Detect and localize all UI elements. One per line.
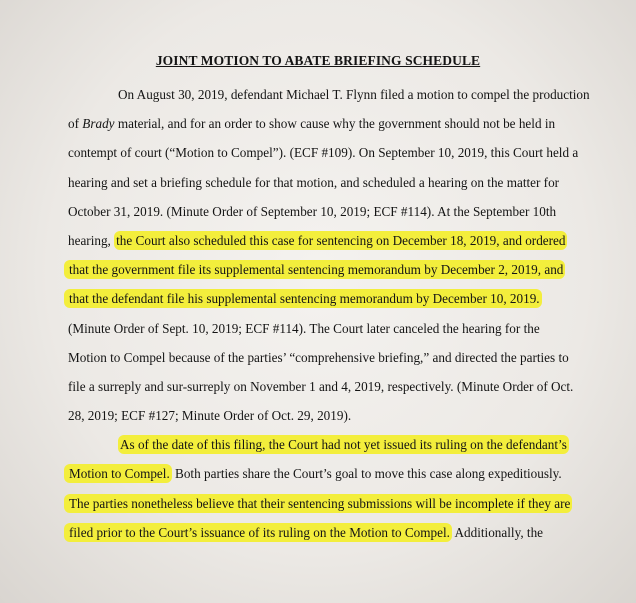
text-line xyxy=(68,518,588,547)
text-line xyxy=(68,138,588,167)
text-span: hearing and set a briefing schedule for that motion, and scheduled a hearing on the matter for xyxy=(68,174,560,190)
text-line xyxy=(68,80,588,109)
text-span: contempt of court (“Motion to Compel”). (ECF #109). On September 10, 2019, this Court held a xyxy=(68,145,579,161)
text-line xyxy=(68,284,588,313)
text-span: hearing, xyxy=(68,232,115,248)
highlighted-text: Motion to Compel. xyxy=(64,464,172,483)
highlighted-text: As of the date of this filing, the Court had not yet issued its ruling on the defendant’s xyxy=(120,437,567,453)
text-span: Motion to Compel because of the parties’ “comprehensive briefing,” and directed the parties to xyxy=(68,349,569,365)
text-line xyxy=(68,226,588,255)
text-line xyxy=(68,401,588,430)
document-title: JOINT MOTION TO ABATE BRIEFING SCHEDULE xyxy=(155,53,481,68)
document-body xyxy=(68,80,588,547)
text-span: 28, 2019; ECF #127; Minute Order of Oct. 29, 2019). xyxy=(68,408,352,424)
text-line xyxy=(68,314,588,343)
text-span: Additionally, the xyxy=(451,524,544,540)
highlighted-text: the Court also scheduled this case for sentencing on December 18, 2019, and ordered xyxy=(116,232,566,248)
text-line xyxy=(68,197,588,226)
text-span: On August 30, 2019, defendant Michael T. Flynn filed a motion to compel the production xyxy=(118,87,590,102)
text-line xyxy=(68,430,588,459)
text-span: (Minute Order of Sept. 10, 2019; ECF #114). The Court later canceled the hearing for the xyxy=(68,320,540,336)
case-name-italic: Brady xyxy=(82,116,115,132)
text-line xyxy=(68,459,588,488)
text-line xyxy=(68,372,588,401)
text-line xyxy=(68,109,588,138)
highlighted-text: The parties nonetheless believe that their sentencing submissions will be incomplete if they are xyxy=(64,494,572,513)
text-span: Both parties share the Court’s goal to move this case along expeditiously. xyxy=(171,466,562,482)
highlighted-text: that the government file its supplemental sentencing memorandum by December 2, 2019, and xyxy=(64,260,565,279)
text-line xyxy=(68,255,588,284)
highlighted-text: filed prior to the Court’s issuance of its ruling on the Motion to Compel. xyxy=(64,523,452,542)
text-span: October 31, 2019. (Minute Order of September 10, 2019; ECF #114). At the September 10th xyxy=(68,203,557,219)
text-line xyxy=(68,168,588,197)
highlighted-text: that the defendant file his supplemental sentencing memorandum by December 10, 2019. xyxy=(64,289,542,308)
text-span: material, and for an order to show cause why the government should not be held in xyxy=(114,116,556,132)
text-span: file a surreply and sur-surreply on November 1 and 4, 2019, respectively. (Minute Order of Oct. xyxy=(68,378,574,394)
text-line xyxy=(68,489,588,518)
text-line xyxy=(68,343,588,372)
text-span: of xyxy=(68,116,83,132)
